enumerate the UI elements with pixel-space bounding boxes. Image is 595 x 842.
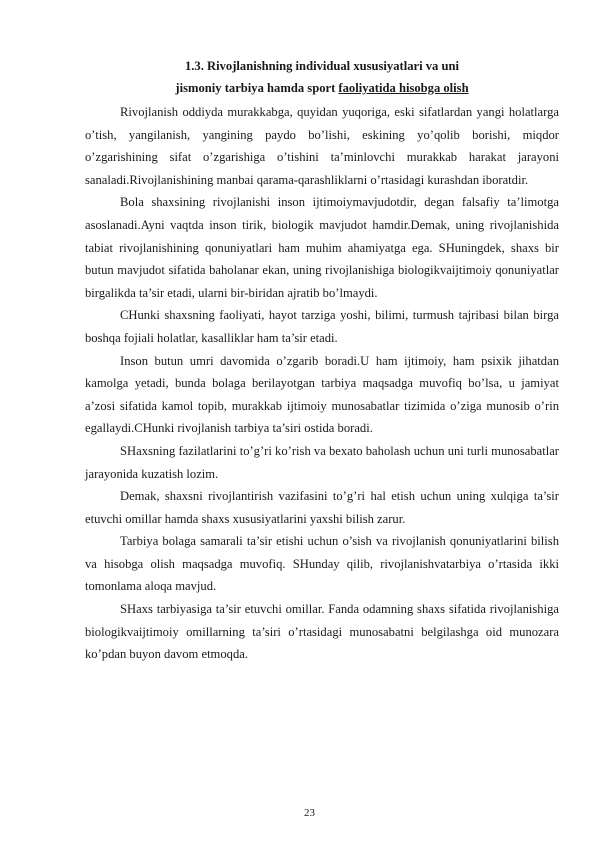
paragraph: SHaxsning fazilatlarini to’g’ri ko’rish va bexato baholash uchun uni turli munosabatlar jarayonida kuzatish lozim. [85, 443, 559, 481]
paragraph: CHunki shaxsning faoliyati, hayot tarziga yoshi, bilimi, turmush tajribasi bilan birga boshqa fojiali holatlar, kasalliklar ham ta’sir etadi. [85, 308, 559, 345]
section-title-underlined: faoliyatida hisobga olish [338, 81, 469, 95]
page-number: 23 [304, 807, 315, 819]
section-title-line-2-text: jismoniy tarbiya hamda sport [175, 81, 339, 95]
paragraph: Tarbiya bolaga samarali ta’sir etishi uchun o’sish va rivojlanish qonuniyatlarini bilish va hisobga olish maqsadga muvofiq. SHunday qilib, rivojlanishvatarbiya o’rtasida ikki tomonlama aloqa mavjud. [85, 534, 559, 594]
paragraph: Inson butun umri davomida o’zgarib boradi.U ham ijtimoiy, ham psixik jihatdan kamolga yetadi, bunda bolaga berilayotgan tarbiya maqsadga muvofiq bo’lsa, u jamiyat a’zosi sifatida kamol topib, murakkab ijtimoiy munosabatlar tizimida o’ziga munosib o’rin egallaydi.CHunki rivojlanish tarbiya ta’siri ostida boradi. [85, 353, 559, 436]
section-title-line-1: 1.3. Rivojlanishning individual xususiyatlari va uni [184, 59, 459, 73]
paragraph: Rivojlanish oddiyda murakkabga, quyidan yuqoriga, eski sifatlardan yangi holatlarga o’tish, yangilanish, yangining paydo bo’lishi, eskining yo’qolib borishi, miqdor o’zgarishining sifat o’zgarishiga o’tishini ta’minlovchi murakkab harakat jarayoni sanaladi.Rivojlanishining manbai qarama-qarashliklarni o’rtasidagi kurashdan iboratdir. [85, 105, 559, 187]
paragraph: Bola shaxsining rivojlanishi inson ijtimoiymavjudotdir, degan falsafiy ta’limotga asoslanadi.Ayni vaqtda inson tirik, biologik mavjudot hamdir.Demak, uning rivojlanishida tabiat rivojlanishining qonuniyatlari ham muhim ahamiyatga ega. SHuningdek, shaxs bir butun mavjudot sifatida baholanar ekan, uning rivojlanishiga biologikvaijtimoiy qonuniyatlar birgalikda ta’sir etadi, ularni bir-biridan ajratib bo’lmaydi. [85, 195, 559, 300]
section-title-line-2 [85, 77, 559, 99]
paragraph: Demak, shaxsni rivojlantirish vazifasini to’g’ri hal etish uchun uning xulqiga ta’sir etuvchi omillar hamda shaxs xususiyatlarini yaxshi bilish zarur. [85, 489, 559, 526]
paragraph: SHaxs tarbiyasiga ta’sir etuvchi omillar. Fanda odamning shaxs sifatida rivojlanishiga biologikvaijtimoiy omillarning ta’siri o’rtasidagi munosabatni belgilashga oid munozara ko’pdan buyon davom etmoqda. [85, 602, 559, 662]
body-text [85, 101, 559, 666]
